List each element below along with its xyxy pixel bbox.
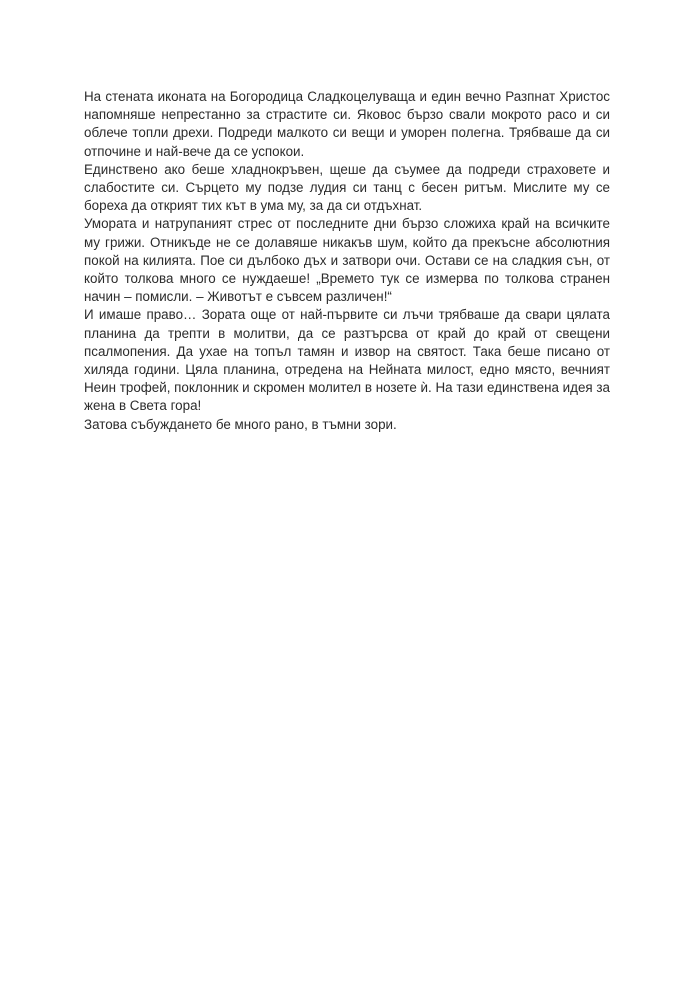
paragraph-5: Затова събуждането бе много рано, в тъмни зори. [84,416,397,432]
paragraph-1: На стената иконата на Богородица Сладкоцелуваща и един вечно Разпнат Христос напомняше непрестанно за страстите си. Яковос бързо свали мокрото расо и си облече топли дрехи. Подреди малкото си вещи и уморен полегна. Трябваше да си отпочине и най-вече да се успокои. [84,89,610,159]
document-body [84,88,610,434]
paragraph-4: И имаше право… Зората още от най-първите си лъчи трябваше да свари цялата планина да трепти в молитви, да се разтърсва от край до край от свещени псалмопения. Да ухае на топъл тамян и извор на святост. Така беше писано от хиляда години. Цяла планина, отредена на Нейната милост, едно място, вечният Неин трофей, поклонник и скромен молител в нозете ѝ. На тази единствена идея за жена в Света гора! [84,307,610,414]
paragraph-3: Умората и натрупаният стрес от последните дни бързо сложиха край на всичките му грижи. Отникъде не се долавяше никакъв шум, който да прекъсне абсолютния покой на килията. Пое си дълбоко дъх и затвори очи. Остави се на сладкия сън, от който толкова много се нуждаеше! „Времето тук се измерва по толкова странен начин – помисли. – Животът е съвсем различен!“ [84,216,610,305]
paragraph-2: Единствено ако беше хладнокръвен, щеше да съумее да подреди страховете и слабостите си. Сърцето му подзе лудия си танц с бесен ритъм. Мислите му се бореха да открият тих кът в ума му, за да си отдъхнат. [84,161,610,214]
